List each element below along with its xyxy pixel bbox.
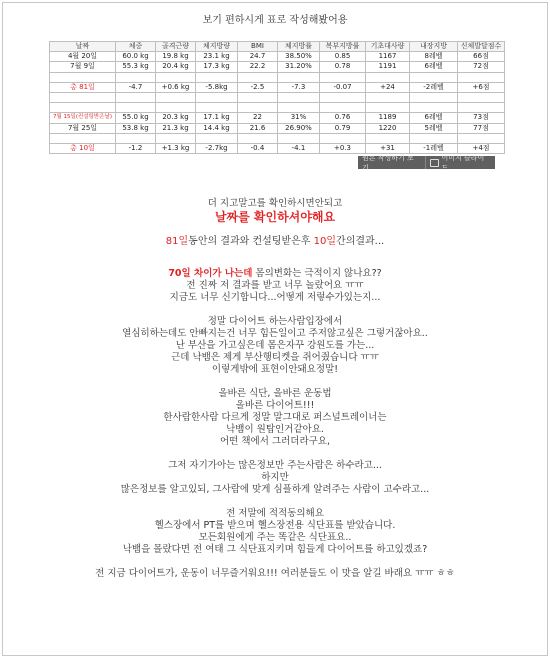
table-cell: 66점 (458, 52, 505, 62)
table-cell: 20.4 kg (156, 62, 196, 72)
table-cell: 6레벨 (410, 113, 458, 123)
table-cell: 7월 15일(컨설팅받은날) (50, 113, 116, 123)
table-cell: 22 (238, 113, 278, 123)
body-line: 하지만 (261, 472, 289, 483)
table-cell (50, 133, 116, 143)
table-cell: 0.79 (320, 123, 366, 133)
table-cell (196, 103, 238, 113)
table-cell: 26.90% (278, 123, 320, 133)
table-header-row (50, 42, 505, 52)
table-cell (156, 103, 196, 113)
table-cell (320, 92, 366, 102)
body-line: 헬스장에서 PT를 받으며 헬스장전용 식단표를 받았습니다. (154, 520, 396, 531)
table-cell: 체지방량 (196, 42, 238, 52)
table-cell (410, 133, 458, 143)
table-cell (116, 72, 156, 82)
table-cell: +31 (366, 143, 410, 153)
table-cell: 복부지방률 (320, 42, 366, 52)
table-cell: 24.7 (238, 52, 278, 62)
table-row (50, 72, 505, 82)
post-frame (2, 2, 548, 656)
table-cell: -7.3 (278, 82, 320, 92)
table-row (50, 103, 505, 113)
table-cell (238, 133, 278, 143)
table-row (50, 52, 505, 62)
table-cell: 신체발달점수 (458, 42, 505, 52)
table-cell: 19.8 kg (156, 52, 196, 62)
table-cell: 21.6 (238, 123, 278, 133)
table-row (50, 123, 505, 133)
table-cell: 1167 (366, 52, 410, 62)
body-paragraphs (3, 280, 547, 580)
table-cell: 1220 (366, 123, 410, 133)
difference-line (3, 268, 547, 280)
table-cell: +1.3 kg (156, 143, 196, 153)
table-cell: 6레벨 (410, 62, 458, 72)
table-cell (458, 133, 505, 143)
table-cell: 총 81일 (50, 82, 116, 92)
table-cell (196, 72, 238, 82)
body-line: 더 지고말고를 확인하시면안되고 (207, 198, 343, 209)
table-cell (50, 92, 116, 102)
difference-highlight: 70일 차이가 나는데 (168, 268, 253, 279)
table-cell: 기초대사량 (366, 42, 410, 52)
body-line: 난 부산을 가고싶은데 몸은자꾸 강원도를 가는... (175, 340, 375, 351)
table-cell: 5레벨 (410, 123, 458, 133)
table-cell: +6점 (458, 82, 505, 92)
table-cell: 4월 20일 (50, 52, 116, 62)
table-cell: 7월 25일 (50, 123, 116, 133)
comparison-line (3, 236, 547, 248)
table-cell (278, 92, 320, 102)
table-cell: -2.7kg (196, 143, 238, 153)
body-line: 낙뱀을 몰랐다면 전 여태 그 식단표지키며 힘들게 다이어트를 하고있겠죠? (122, 544, 428, 555)
table-cell (366, 92, 410, 102)
body-line: 전 지금 다이어트가, 운동이 너무즐거워요!!! 여러분들도 이 맛을 알길 바래요 ㅠㅠ ㅎㅎ (95, 568, 455, 579)
comparison-mid: 동안의 결과와 컨설팅받은후 (188, 236, 314, 247)
days-81: 81일 (165, 236, 189, 247)
table-cell: -2.5 (238, 82, 278, 92)
table-cell: 60.0 kg (116, 52, 156, 62)
days-10: 10일 (313, 236, 337, 247)
table-cell: 0.78 (320, 62, 366, 72)
table-cell: 1189 (366, 113, 410, 123)
table-cell: 31.20% (278, 62, 320, 72)
progress-table (49, 41, 505, 154)
body-line: 열심히하는데도 안빠지는건 너무 힘든일이고 주저않고싶은 그렇거잖아요.. (122, 328, 428, 339)
table-cell (278, 103, 320, 113)
table-cell: +0.3 (320, 143, 366, 153)
table-cell (156, 92, 196, 102)
table-cell: 38.50% (278, 52, 320, 62)
table-row (50, 113, 505, 123)
table-cell: 53.8 kg (116, 123, 156, 133)
table-cell: 14.4 kg (196, 123, 238, 133)
table-cell: 총 10일 (50, 143, 116, 153)
body-line: 모든회원에게 주는 똑같은 식단표요.. (198, 532, 352, 543)
table-cell (238, 103, 278, 113)
table-cell: 77점 (458, 123, 505, 133)
table-cell: 0.85 (320, 52, 366, 62)
table-row (50, 133, 505, 143)
table-cell (410, 72, 458, 82)
table-cell: -5.8kg (196, 82, 238, 92)
table-cell (50, 72, 116, 82)
body-line: 많은정보를 알고있되, 그사람에 맞게 심플하게 알려주는 사람이 고수라고... (120, 484, 430, 495)
table-cell (156, 133, 196, 143)
table-cell: -1레벨 (410, 143, 458, 153)
table-cell: 골격근량 (156, 42, 196, 52)
table-cell: 8레벨 (410, 52, 458, 62)
table-cell: 55.3 kg (116, 62, 156, 72)
table-cell: 체중 (116, 42, 156, 52)
post-body (3, 198, 547, 580)
headline-check-date: 날짜를 확인하셔야해요 (214, 210, 336, 224)
table-cell (116, 133, 156, 143)
table-cell: 21.3 kg (156, 123, 196, 133)
table-cell (410, 103, 458, 113)
table-cell: 날짜 (50, 42, 116, 52)
table-cell (156, 72, 196, 82)
image-icon (430, 159, 439, 167)
table-cell (116, 92, 156, 102)
table-cell (238, 92, 278, 102)
table-cell: 1191 (366, 62, 410, 72)
table-cell: -0.07 (320, 82, 366, 92)
table-cell (366, 103, 410, 113)
table-cell: 내장지방 (410, 42, 458, 52)
table-cell: 7월 9일 (50, 62, 116, 72)
table-cell: 55.0 kg (116, 113, 156, 123)
table-cell: +0.6 kg (156, 82, 196, 92)
view-original-button[interactable]: 원본 작성하기 보기 (358, 156, 426, 169)
table-cell: +4점 (458, 143, 505, 153)
image-toolbar-overlay (358, 153, 495, 172)
table-cell (238, 72, 278, 82)
body-line: 한사람한사람 다르게 정말 말그대로 퍼스널트레이너는 (163, 412, 387, 423)
table-cell (458, 72, 505, 82)
body-line: 전 저말에 적적동의해요 (226, 508, 324, 519)
table-cell: 0.76 (320, 113, 366, 123)
body-line: 어떤 책에서 그러더라구요, (219, 436, 330, 447)
table-cell: BMI (238, 42, 278, 52)
table-row (50, 62, 505, 72)
table-cell (320, 133, 366, 143)
body-line: 근데 낙뱀은 제게 부산행티켓을 쥐어줬습니다 ㅠㅠ (171, 352, 379, 363)
body-line: 전 진짜 저 결과를 받고 너무 놀랐어요 ㅠㅠ (186, 280, 364, 291)
table-cell: 17.3 kg (196, 62, 238, 72)
body-line: 낙뱀이 원탑인거같아요. (226, 424, 324, 435)
table-cell: 20.3 kg (156, 113, 196, 123)
table-cell (366, 72, 410, 82)
table-cell: 23.1 kg (196, 52, 238, 62)
table-cell (196, 92, 238, 102)
table-cell: 73점 (458, 113, 505, 123)
body-line: 정말 다이어트 하는사람입장에서 (207, 316, 343, 327)
table-cell (366, 133, 410, 143)
post-title: 보기 편하시게 표로 작성해봤어용 (202, 15, 348, 26)
table-cell: -2레벨 (410, 82, 458, 92)
body-line: 그저 자기가아는 많은정보만 주는사람은 하수라고... (168, 460, 382, 471)
body-line: 지금도 너무 신기합니다...어떻게 저렇수가있는지... (169, 292, 381, 303)
table-row (50, 82, 505, 92)
table-cell: -4.7 (116, 82, 156, 92)
image-slide-button[interactable] (426, 153, 496, 173)
table-cell: -0.4 (238, 143, 278, 153)
table-cell (410, 92, 458, 102)
table-cell (196, 133, 238, 143)
table-cell (458, 92, 505, 102)
table-cell: 17.1 kg (196, 113, 238, 123)
body-line: 올바른 식단, 올바른 운동법 (218, 388, 332, 399)
table-cell (458, 103, 505, 113)
table-cell: 72점 (458, 62, 505, 72)
body-line: 이렇게밖에 표현이안돼요정말! (211, 364, 339, 375)
table-cell: -4.1 (278, 143, 320, 153)
table-cell (320, 72, 366, 82)
table-row (50, 92, 505, 102)
image-slide-label: 이미지 슬라이드 (441, 153, 485, 172)
table-cell: 31% (278, 113, 320, 123)
table-cell (116, 103, 156, 113)
body-line: 올바른 다이어트!!! (235, 400, 315, 411)
table-cell (50, 103, 116, 113)
table-cell (278, 72, 320, 82)
comparison-end: 간의결과... (336, 236, 385, 247)
table-cell (278, 133, 320, 143)
table-cell: 22.2 (238, 62, 278, 72)
table-cell: +24 (366, 82, 410, 92)
table-cell: -1.2 (116, 143, 156, 153)
difference-rest: 몸의변화는 극적이지 않나요?? (252, 268, 382, 279)
table-cell: 체지방률 (278, 42, 320, 52)
table-cell (320, 103, 366, 113)
